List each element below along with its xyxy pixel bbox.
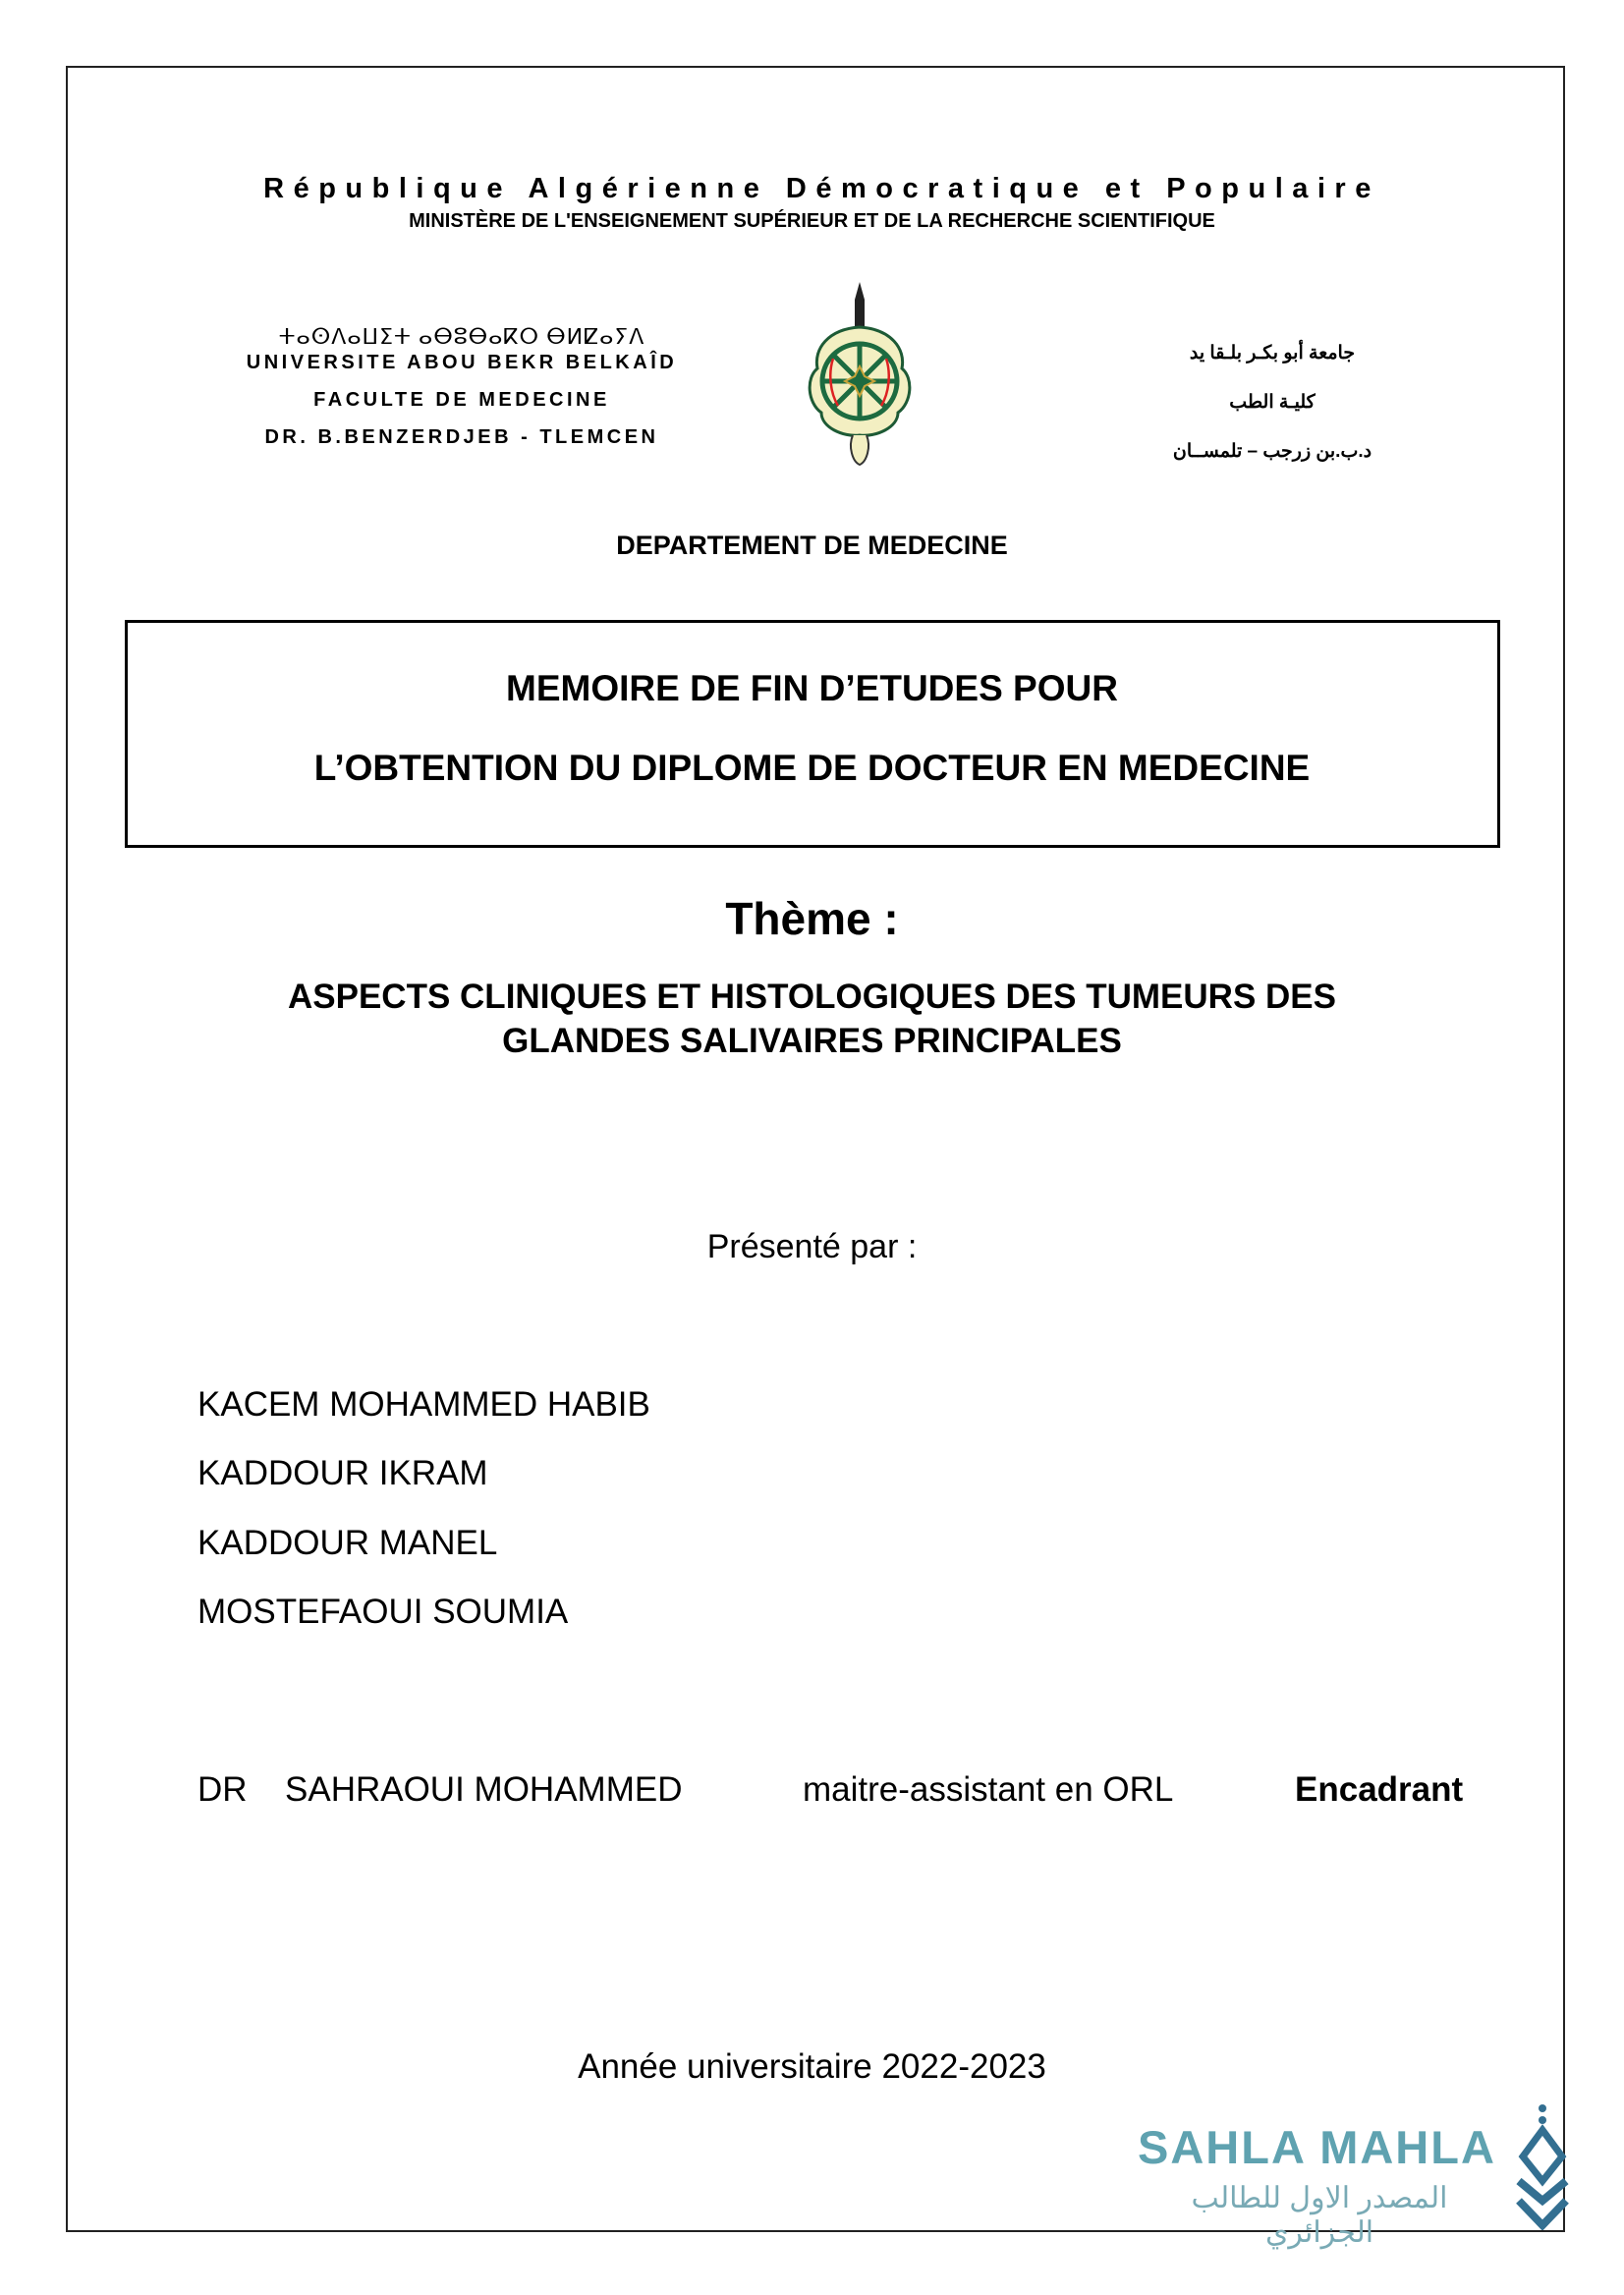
university-location-ar: د.ب.بن زرجب – تلمســان — [1172, 441, 1372, 462]
watermark-title: SAHLA MAHLA — [1138, 2121, 1496, 2173]
thesis-title-line1: MEMOIRE DE FIN D’ETUDES POUR — [506, 668, 1118, 708]
faculty-name-ar: كليـة الطب — [1229, 392, 1316, 413]
theme-title-line1: ASPECTS CLINIQUES ET HISTOLOGIQUES DES TUMEURS DES — [288, 978, 1336, 1016]
academic-year: Année universitaire 2022-2023 — [578, 2047, 1046, 2086]
university-tifinagh: ⵜⴰⵙⴷⴰⵡⵉⵜ ⴰⴱⵓⴱⴰⴽⵔ ⴱⵍⵇⴰⵢⴷ — [278, 324, 645, 349]
department-heading: DEPARTEMENT DE MEDECINE — [616, 531, 1008, 560]
author-name: MOSTEFAOUI SOUMIA — [197, 1593, 569, 1631]
watermark-emblem-icon — [1513, 2102, 1572, 2230]
republic-heading: République Algérienne Démocratique et Populaire — [263, 173, 1380, 204]
supervisor-title: DR — [197, 1770, 248, 1809]
supervisor-position: maitre-assistant en ORL — [803, 1770, 1174, 1809]
university-name-fr: UNIVERSITE ABOU BEKR BELKAÎD — [246, 352, 678, 373]
faculty-name-fr: FACULTE DE MEDECINE — [313, 389, 610, 411]
university-name-ar: جامعة أبو بكـر بلـقا يد — [1189, 343, 1356, 364]
watermark-subtitle: المصدر الاول للطالب الجزائري — [1191, 2182, 1448, 2249]
theme-label: Thème : — [725, 893, 899, 944]
presented-by-label: Présenté par : — [706, 1228, 918, 1265]
sahla-mahla-watermark — [1138, 2102, 1570, 2249]
theme-title-line2: GLANDES SALIVAIRES PRINCIPALES — [502, 1022, 1122, 1060]
university-location-fr: DR. B.BENZERDJEB - TLEMCEN — [264, 426, 659, 448]
ministry-heading: MINISTÈRE DE L'ENSEIGNEMENT SUPÉRIEUR ET DE LA RECHERCHE SCIENTIFIQUE — [409, 210, 1215, 232]
author-name: KADDOUR IKRAM — [197, 1454, 488, 1492]
author-name: KACEM MOHAMMED HABIB — [197, 1385, 650, 1424]
supervisor-name: SAHRAOUI MOHAMMED — [285, 1770, 683, 1809]
author-name: KADDOUR MANEL — [197, 1524, 498, 1562]
thesis-title-box — [125, 620, 1500, 848]
university-logo — [804, 280, 917, 467]
thesis-title-line2: L’OBTENTION DU DIPLOME DE DOCTEUR EN MEDECINE — [313, 748, 1311, 788]
supervisor-role: Encadrant — [1295, 1770, 1464, 1809]
